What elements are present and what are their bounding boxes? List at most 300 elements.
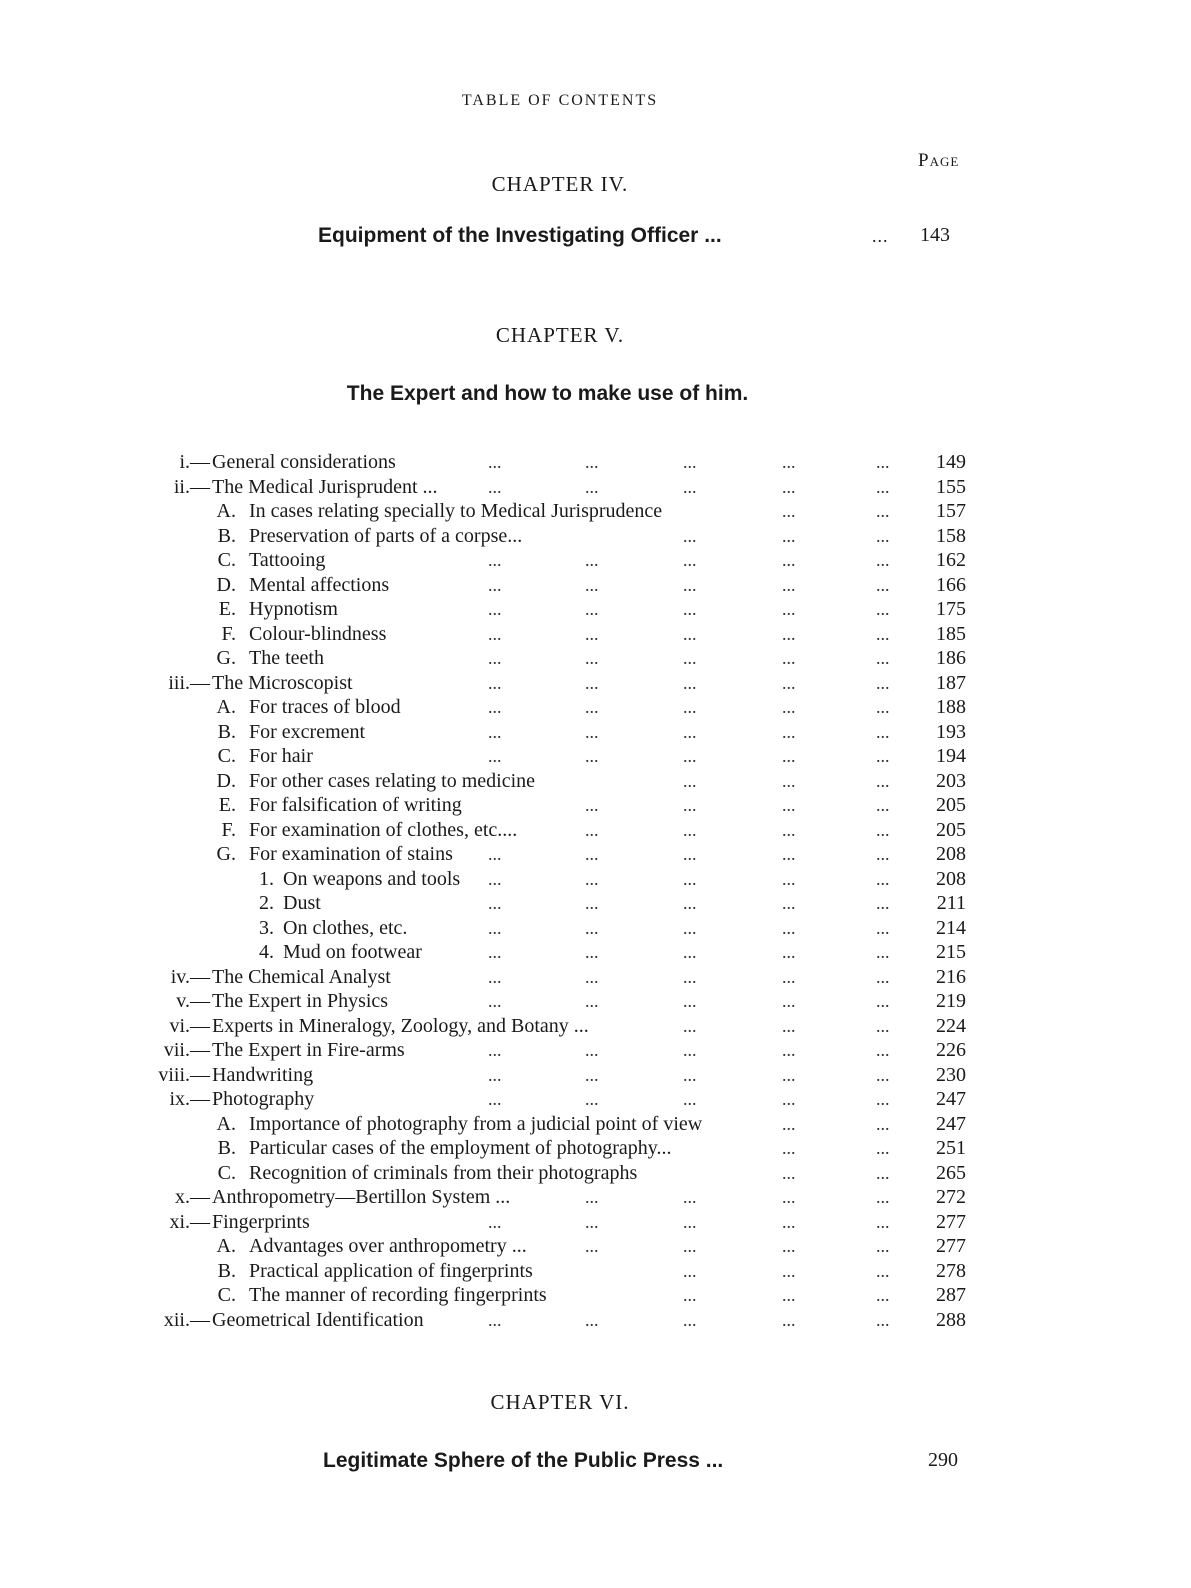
toc-entry-page: 214 — [936, 916, 966, 939]
dot-leader: ... — [585, 1089, 599, 1109]
dot-leader: ... — [876, 550, 890, 570]
toc-entry-page: 287 — [936, 1284, 966, 1306]
toc-entry-text: Preservation of parts of a corpse... — [249, 524, 523, 547]
toc-entry-label: iv.— — [170, 965, 210, 988]
dot-leader: ... — [585, 721, 599, 742]
dot-leader: ... — [488, 1040, 502, 1060]
toc-entry-text: The Microscopist — [212, 671, 353, 694]
dot-leader: ... — [782, 1089, 796, 1109]
toc-row — [0, 1259, 1191, 1284]
toc-row — [0, 1087, 1191, 1112]
toc-entry-label: A. — [216, 1112, 236, 1135]
toc-entry-page: 224 — [936, 1014, 966, 1037]
toc-row — [0, 1063, 1191, 1088]
dot-leader: ... — [782, 648, 796, 668]
dot-leader: ... — [683, 550, 697, 570]
dot-leader: ... — [782, 1211, 796, 1232]
dot-leader: ... — [683, 1260, 697, 1281]
dot-leader: ... — [782, 795, 796, 815]
dot-leader: ... — [585, 648, 599, 668]
dot-leader: ... — [782, 1064, 796, 1085]
dot-leader: ... — [683, 623, 697, 644]
dot-leader: ... — [488, 550, 502, 570]
dot-leader: ... — [876, 672, 890, 693]
toc-row — [0, 1283, 1191, 1308]
dot-leader: ... — [683, 844, 697, 864]
toc-row — [0, 548, 1191, 573]
toc-entry-label: x.— — [175, 1186, 210, 1208]
toc-entry-text: For examination of stains — [249, 843, 453, 865]
toc-row — [0, 891, 1191, 916]
toc-row — [0, 597, 1191, 622]
dot-leader: ... — [683, 966, 697, 987]
dot-leader: ... — [585, 917, 599, 938]
dot-leader: ... — [585, 868, 599, 889]
toc-entry-page: 226 — [936, 1039, 966, 1061]
toc-row — [0, 1161, 1191, 1186]
dot-leader: ... — [876, 1089, 890, 1109]
dot-leader: ... — [488, 599, 502, 619]
toc-entry-page: 155 — [936, 475, 966, 498]
toc-row — [0, 940, 1191, 965]
dot-leader: ... — [782, 1138, 796, 1158]
dot-leader: ... — [488, 721, 502, 742]
dot-leader: ... — [876, 599, 890, 619]
dot-leader: ... — [782, 501, 796, 521]
toc-entry-label: viii.— — [158, 1063, 210, 1086]
dot-leader: ... — [782, 770, 796, 791]
toc-entry-text: The teeth — [249, 647, 324, 669]
toc-entry-label: B. — [217, 1259, 236, 1282]
toc-entry-label: B. — [217, 1137, 236, 1159]
dot-leader: ... — [585, 697, 599, 717]
toc-entry-text: Photography — [212, 1088, 315, 1110]
toc-entry-page: 187 — [936, 671, 966, 694]
toc-row — [0, 965, 1191, 990]
dot-leader: ... — [683, 1187, 697, 1207]
toc-row — [0, 720, 1191, 745]
toc-entry-page: 205 — [936, 794, 966, 816]
dot-leader: ... — [488, 1064, 502, 1085]
toc-entry-label: C. — [217, 1161, 236, 1184]
toc-row — [0, 916, 1191, 941]
toc-entry-text: The Medical Jurisprudent ... — [212, 475, 438, 498]
dot-leader: ... — [488, 991, 502, 1011]
toc-entry-label: 2. — [259, 892, 274, 914]
toc-entry-label: vi.— — [169, 1014, 210, 1037]
toc-entry-text: The Expert in Fire-arms — [212, 1039, 405, 1061]
dot-leader: ... — [585, 476, 599, 497]
toc-entry-text: For examination of clothes, etc.... — [249, 818, 518, 841]
dot-leader: ... — [488, 623, 502, 644]
toc-entry-text: The Expert in Physics — [212, 990, 389, 1012]
dot-leader: ... — [782, 672, 796, 693]
toc-entry-page: 215 — [936, 941, 966, 963]
running-head: TABLE OF CONTENTS — [461, 92, 659, 109]
toc-row — [0, 499, 1191, 524]
dot-leader: ... — [782, 844, 796, 864]
dot-leader: ... — [683, 893, 697, 913]
dot-leader: ... — [782, 819, 796, 840]
toc-entry-page: 208 — [936, 867, 966, 890]
toc-entry-page: 272 — [936, 1186, 966, 1208]
dot-leader: ... — [585, 795, 599, 815]
dot-leader: ... — [683, 1236, 697, 1256]
toc-entry-page: 157 — [936, 500, 966, 522]
dot-leader: ... — [782, 1162, 796, 1183]
toc-entry-label: 3. — [259, 916, 274, 939]
dot-leader: ... — [683, 1040, 697, 1060]
toc-entry-label: B. — [217, 524, 236, 547]
toc-entry-label: C. — [217, 549, 236, 571]
toc-row — [0, 573, 1191, 598]
dot-leader: ... — [683, 599, 697, 619]
dot-leader: ... — [876, 1064, 890, 1085]
dot-leader: ... — [876, 1162, 890, 1183]
dot-leader: ... — [585, 991, 599, 1011]
toc-entry-text: The manner of recording fingerprints — [249, 1284, 547, 1306]
dot-leader: ... — [876, 1211, 890, 1232]
toc-entry-page: 193 — [936, 720, 966, 743]
toc-entry-text: The Chemical Analyst — [212, 965, 391, 988]
dot-leader: ... — [876, 501, 890, 521]
dot-leader: ... — [585, 623, 599, 644]
dot-leader: ... — [585, 746, 599, 766]
dot-leader: ... — [782, 550, 796, 570]
dot-leader: ... — [876, 452, 890, 472]
toc-entry-page: 277 — [936, 1235, 966, 1257]
chapter-vi-heading: CHAPTER VI. — [490, 1390, 630, 1414]
dot-leader: ... — [683, 746, 697, 766]
dot-leader: ... — [876, 917, 890, 938]
toc-entry-page: 230 — [936, 1063, 966, 1086]
toc-row — [0, 1112, 1191, 1137]
dot-leader: ... — [876, 574, 890, 595]
toc-row — [0, 671, 1191, 696]
toc-entry-label: vii.— — [163, 1039, 210, 1061]
toc-entry-label: C. — [217, 745, 236, 767]
dot-leader: ... — [683, 476, 697, 497]
dot-leader: ... — [585, 574, 599, 595]
chapter-iv-title: Equipment of the Investigating Officer ... — [318, 224, 722, 247]
toc-entry-page: 288 — [936, 1308, 966, 1331]
dot-leader: ... — [876, 1015, 890, 1036]
toc-entry-text: Importance of photography from a judicial point of view — [249, 1112, 703, 1135]
toc-entry-page: 185 — [936, 622, 966, 645]
dot-leader: ... — [782, 721, 796, 742]
dot-leader: ... — [782, 623, 796, 644]
toc-entry-text: For hair — [249, 745, 313, 767]
dot-leader: ... — [683, 1285, 697, 1305]
chapter-v-title: The Expert and how to make use of him. — [346, 382, 749, 405]
dot-leader: ... — [683, 721, 697, 742]
dot-leader: ... — [488, 648, 502, 668]
dot-leader: ... — [488, 893, 502, 913]
toc-entry-label: v.— — [176, 990, 210, 1012]
page-column-label: Page — [918, 150, 960, 171]
toc-entry-label: xi.— — [169, 1210, 210, 1233]
toc-row — [0, 695, 1191, 720]
dot-leader: ... — [683, 672, 697, 693]
dot-leader: ... — [876, 770, 890, 791]
dot-leader: ... — [876, 1040, 890, 1060]
toc-entry-label: G. — [216, 647, 236, 669]
toc-row — [0, 475, 1191, 500]
dot-leader: ... — [488, 574, 502, 595]
toc-entry-page: 211 — [936, 892, 966, 914]
toc-entry-label: A. — [216, 500, 236, 522]
toc-entry-page: 186 — [936, 647, 966, 669]
dot-leader: ... — [585, 1187, 599, 1207]
toc-entry-label: B. — [217, 720, 236, 743]
toc-entry-page: 265 — [936, 1161, 966, 1184]
toc-row — [0, 646, 1191, 671]
toc-entry-page: 158 — [936, 524, 966, 547]
dot-leader: ... — [585, 844, 599, 864]
dot-leader: ... — [876, 1187, 890, 1207]
dot-leader: ... — [683, 452, 697, 472]
toc-entry-page: 208 — [936, 843, 966, 865]
dot-leader: ... — [683, 648, 697, 668]
dot-leader: ... — [782, 452, 796, 472]
toc-entry-text: Practical application of fingerprints — [249, 1259, 533, 1282]
toc-entry-page: 194 — [936, 745, 966, 767]
toc-entry-text: Recognition of criminals from their photographs — [249, 1161, 638, 1184]
toc-entry-page: 251 — [936, 1137, 966, 1159]
toc-entry-label: 4. — [259, 941, 274, 963]
dot-leader: ... — [683, 1015, 697, 1036]
toc-row — [0, 1308, 1191, 1333]
toc-row — [0, 769, 1191, 794]
toc-row — [0, 524, 1191, 549]
toc-row — [0, 842, 1191, 867]
toc-entry-text: On clothes, etc. — [283, 916, 408, 939]
dot-leader: ... — [876, 1285, 890, 1305]
toc-entry-page: 247 — [936, 1088, 966, 1110]
toc-entry-page: 162 — [936, 549, 966, 571]
toc-entry-page: 216 — [936, 965, 966, 988]
dot-leader: ... — [488, 1211, 502, 1232]
toc-entry-text: Mental affections — [249, 573, 390, 596]
toc-entry-text: For traces of blood — [249, 696, 401, 718]
dot-leader: ... — [782, 1260, 796, 1281]
dot-leader: ... — [683, 795, 697, 815]
dot-leader: ... — [782, 1113, 796, 1134]
toc-entry-page: 188 — [936, 696, 966, 718]
dot-leader: ... — [585, 819, 599, 840]
toc-entry-text: Mud on footwear — [283, 941, 422, 963]
dot-leader: ... — [782, 697, 796, 717]
dot-leader: ... — [585, 942, 599, 962]
toc-entry-text: Hypnotism — [249, 598, 338, 620]
toc-entry-text: Anthropometry—Bertillon System ... — [212, 1186, 511, 1208]
dot-leader: ... — [782, 991, 796, 1011]
toc-entry-label: G. — [216, 843, 236, 865]
toc-entry-text: Fingerprints — [212, 1210, 310, 1233]
dot-leader: ... — [876, 1236, 890, 1256]
dot-leader: ... — [782, 746, 796, 766]
dot-leader: ... — [683, 574, 697, 595]
toc-row — [0, 1210, 1191, 1235]
toc-entry-text: Dust — [283, 892, 321, 914]
dot-leader: ... — [876, 942, 890, 962]
dot-leader: ... — [782, 917, 796, 938]
dot-leader: ... — [876, 697, 890, 717]
toc-entry-page: 278 — [936, 1259, 966, 1282]
toc-entry-page: 247 — [936, 1112, 966, 1135]
toc-entry-label: i.— — [179, 451, 210, 473]
toc-row — [0, 989, 1191, 1014]
toc-entry-text: Handwriting — [212, 1063, 314, 1086]
dot-leader: ... — [876, 795, 890, 815]
dot-leader: ... — [782, 942, 796, 962]
dot-leader: ... — [782, 893, 796, 913]
toc-entry-text: For other cases relating to medicine — [249, 769, 536, 792]
toc-entry-page: 166 — [936, 573, 966, 596]
toc-entry-label: ix.— — [169, 1088, 210, 1110]
dot-leader: ... — [782, 1309, 796, 1330]
chapter-v-heading: CHAPTER V. — [495, 323, 625, 347]
dot-leader: ... — [782, 574, 796, 595]
dot-leader: ... — [782, 1015, 796, 1036]
toc-entry-label: D. — [216, 769, 236, 792]
dot-leader: ... — [782, 525, 796, 546]
toc-entry-text: On weapons and tools — [283, 867, 461, 890]
dot-leader: ... — [683, 819, 697, 840]
toc-row — [0, 867, 1191, 892]
dot-leader: ... — [585, 1211, 599, 1232]
dot-leader: ... — [585, 1064, 599, 1085]
dot-leader: ... — [488, 1309, 502, 1330]
toc-entry-label: E. — [218, 794, 236, 816]
toc-entry-label: C. — [217, 1284, 236, 1306]
toc-row — [0, 1185, 1191, 1210]
toc-entry-label: 1. — [259, 867, 274, 890]
dot-leader: ... — [782, 1187, 796, 1207]
chapter-iv-leader: ... — [872, 226, 889, 246]
toc-row — [0, 450, 1191, 475]
dot-leader: ... — [876, 525, 890, 546]
dot-leader: ... — [782, 1040, 796, 1060]
toc-entry-text: Advantages over anthropometry ... — [249, 1235, 527, 1257]
dot-leader: ... — [876, 844, 890, 864]
dot-leader: ... — [488, 1089, 502, 1109]
dot-leader: ... — [488, 452, 502, 472]
toc-entry-label: F. — [221, 818, 236, 841]
dot-leader: ... — [585, 452, 599, 472]
dot-leader: ... — [782, 966, 796, 987]
toc-entry-text: In cases relating specially to Medical Jurisprudence — [249, 500, 663, 522]
toc-entry-page: 149 — [936, 451, 966, 473]
dot-leader: ... — [683, 770, 697, 791]
dot-leader: ... — [683, 1211, 697, 1232]
toc-row — [0, 744, 1191, 769]
dot-leader: ... — [683, 942, 697, 962]
toc-row — [0, 622, 1191, 647]
toc-entry-label: A. — [216, 1235, 236, 1257]
dot-leader: ... — [488, 844, 502, 864]
dot-leader: ... — [585, 1309, 599, 1330]
dot-leader: ... — [782, 1285, 796, 1305]
dot-leader: ... — [488, 476, 502, 497]
dot-leader: ... — [876, 819, 890, 840]
chapter-iv-heading: CHAPTER IV. — [491, 172, 629, 196]
toc-entry-page: 175 — [936, 598, 966, 620]
toc-entry-label: D. — [216, 573, 236, 596]
chapter-vi-title: Legitimate Sphere of the Public Press ... — [323, 1449, 724, 1472]
dot-leader: ... — [782, 868, 796, 889]
dot-leader: ... — [876, 991, 890, 1011]
toc-entry-label: ii.— — [173, 475, 210, 498]
chapter-iv-page: 143 — [920, 224, 950, 246]
dot-leader: ... — [488, 746, 502, 766]
toc-entry-page: 205 — [936, 818, 966, 841]
dot-leader: ... — [488, 942, 502, 962]
dot-leader: ... — [585, 550, 599, 570]
toc-row — [0, 1234, 1191, 1259]
toc-entry-text: Tattooing — [249, 549, 326, 571]
dot-leader: ... — [585, 672, 599, 693]
toc-entry-page: 203 — [936, 769, 966, 792]
dot-leader: ... — [782, 1236, 796, 1256]
dot-leader: ... — [876, 868, 890, 889]
dot-leader: ... — [876, 966, 890, 987]
toc-row — [0, 1038, 1191, 1063]
dot-leader: ... — [488, 917, 502, 938]
dot-leader: ... — [876, 476, 890, 497]
toc-row — [0, 1014, 1191, 1039]
toc-row — [0, 818, 1191, 843]
toc-entry-text: For excrement — [249, 720, 366, 743]
toc-entry-text: Geometrical Identification — [212, 1308, 424, 1331]
toc-entry-label: E. — [218, 598, 236, 620]
dot-leader: ... — [876, 1260, 890, 1281]
dot-leader: ... — [683, 697, 697, 717]
dot-leader: ... — [488, 868, 502, 889]
chapter-vi-page: 290 — [928, 1449, 958, 1471]
toc-entry-text: For falsification of writing — [249, 794, 462, 816]
dot-leader: ... — [488, 672, 502, 693]
toc-entry-label: xii.— — [163, 1308, 210, 1331]
dot-leader: ... — [683, 868, 697, 889]
dot-leader: ... — [585, 599, 599, 619]
dot-leader: ... — [683, 1064, 697, 1085]
dot-leader: ... — [876, 1113, 890, 1134]
dot-leader: ... — [585, 966, 599, 987]
dot-leader: ... — [683, 525, 697, 546]
dot-leader: ... — [488, 966, 502, 987]
dot-leader: ... — [876, 648, 890, 668]
dot-leader: ... — [876, 893, 890, 913]
toc-entry-text: Particular cases of the employment of photography... — [249, 1137, 672, 1159]
toc-entry-text: General considerations — [212, 451, 396, 473]
dot-leader: ... — [585, 893, 599, 913]
dot-leader: ... — [585, 1236, 599, 1256]
dot-leader: ... — [683, 1309, 697, 1330]
toc-entry-text: Experts in Mineralogy, Zoology, and Botany ... — [212, 1014, 589, 1037]
toc-row — [0, 793, 1191, 818]
dot-leader: ... — [876, 623, 890, 644]
dot-leader: ... — [683, 1089, 697, 1109]
dot-leader: ... — [782, 599, 796, 619]
dot-leader: ... — [683, 991, 697, 1011]
toc-entry-label: F. — [221, 622, 236, 645]
toc-row — [0, 1136, 1191, 1161]
dot-leader: ... — [876, 1309, 890, 1330]
dot-leader: ... — [876, 746, 890, 766]
toc-entry-page: 219 — [936, 990, 966, 1012]
dot-leader: ... — [585, 1040, 599, 1060]
